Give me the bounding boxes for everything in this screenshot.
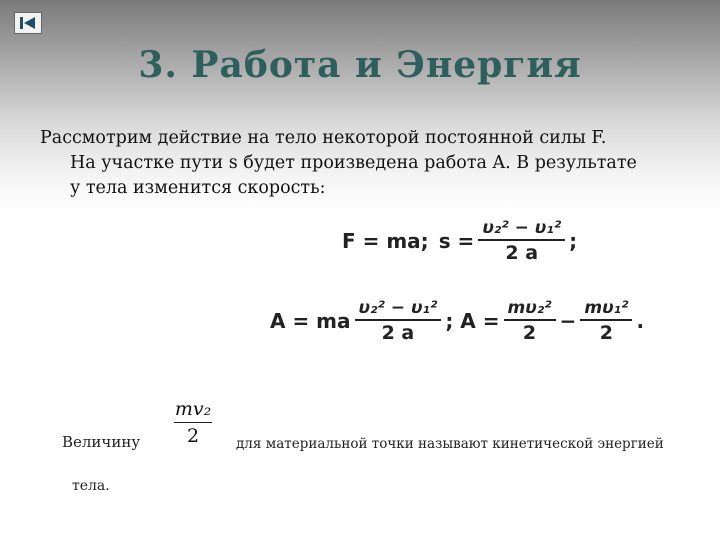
formula-work-fraction-3: [580, 298, 632, 344]
kinetic-prefix: Величину: [62, 433, 141, 451]
fraction-denominator: 2: [599, 322, 614, 344]
fraction-denominator: 2: [522, 322, 537, 344]
formula-work-lhs: A = ma: [270, 309, 351, 333]
fraction-denominator: 2 a: [505, 242, 539, 264]
formula-work: [270, 298, 644, 344]
formula-end: .: [636, 309, 645, 333]
formula-distance-label: s =: [438, 229, 475, 253]
fraction-numerator: mυ₂²: [507, 298, 552, 318]
fraction-numerator: υ₂² − υ₁²: [482, 218, 562, 238]
fraction-denominator: 2 a: [381, 322, 415, 344]
formula-work-fraction-2: [504, 298, 556, 344]
formula-minus: −: [559, 309, 577, 333]
intro-line-3: у тела изменится скорость:: [70, 178, 326, 198]
formula-work-separator: ; A =: [445, 309, 500, 333]
formula-work-fraction-1: [355, 298, 442, 344]
fraction-numerator: mv₂: [174, 398, 212, 420]
fraction-numerator: υ₂² − υ₁²: [358, 298, 438, 318]
intro-text: [40, 126, 680, 201]
back-to-start-icon: [18, 15, 38, 31]
formula-force: F = ma;: [342, 229, 429, 253]
fraction-denominator: 2: [186, 425, 200, 447]
kinetic-energy-fraction: [168, 398, 218, 447]
intro-line-2: На участке пути s будет произведена работа A. В результате: [70, 153, 637, 173]
formula-semicolon: ;: [569, 229, 578, 253]
formula-distance-fraction: [478, 218, 565, 264]
formula-force-distance: [342, 218, 577, 264]
back-to-start-button[interactable]: [14, 12, 42, 34]
slide-title: 3. Работа и Энергия: [138, 44, 582, 86]
kinetic-description: для материальной точки называют кинетической энергией: [236, 436, 664, 452]
fraction-numerator: mυ₁²: [584, 298, 629, 318]
intro-line-1: Рассмотрим действие на тело некоторой постоянной силы F.: [40, 128, 607, 148]
kinetic-end: тела.: [72, 478, 110, 494]
